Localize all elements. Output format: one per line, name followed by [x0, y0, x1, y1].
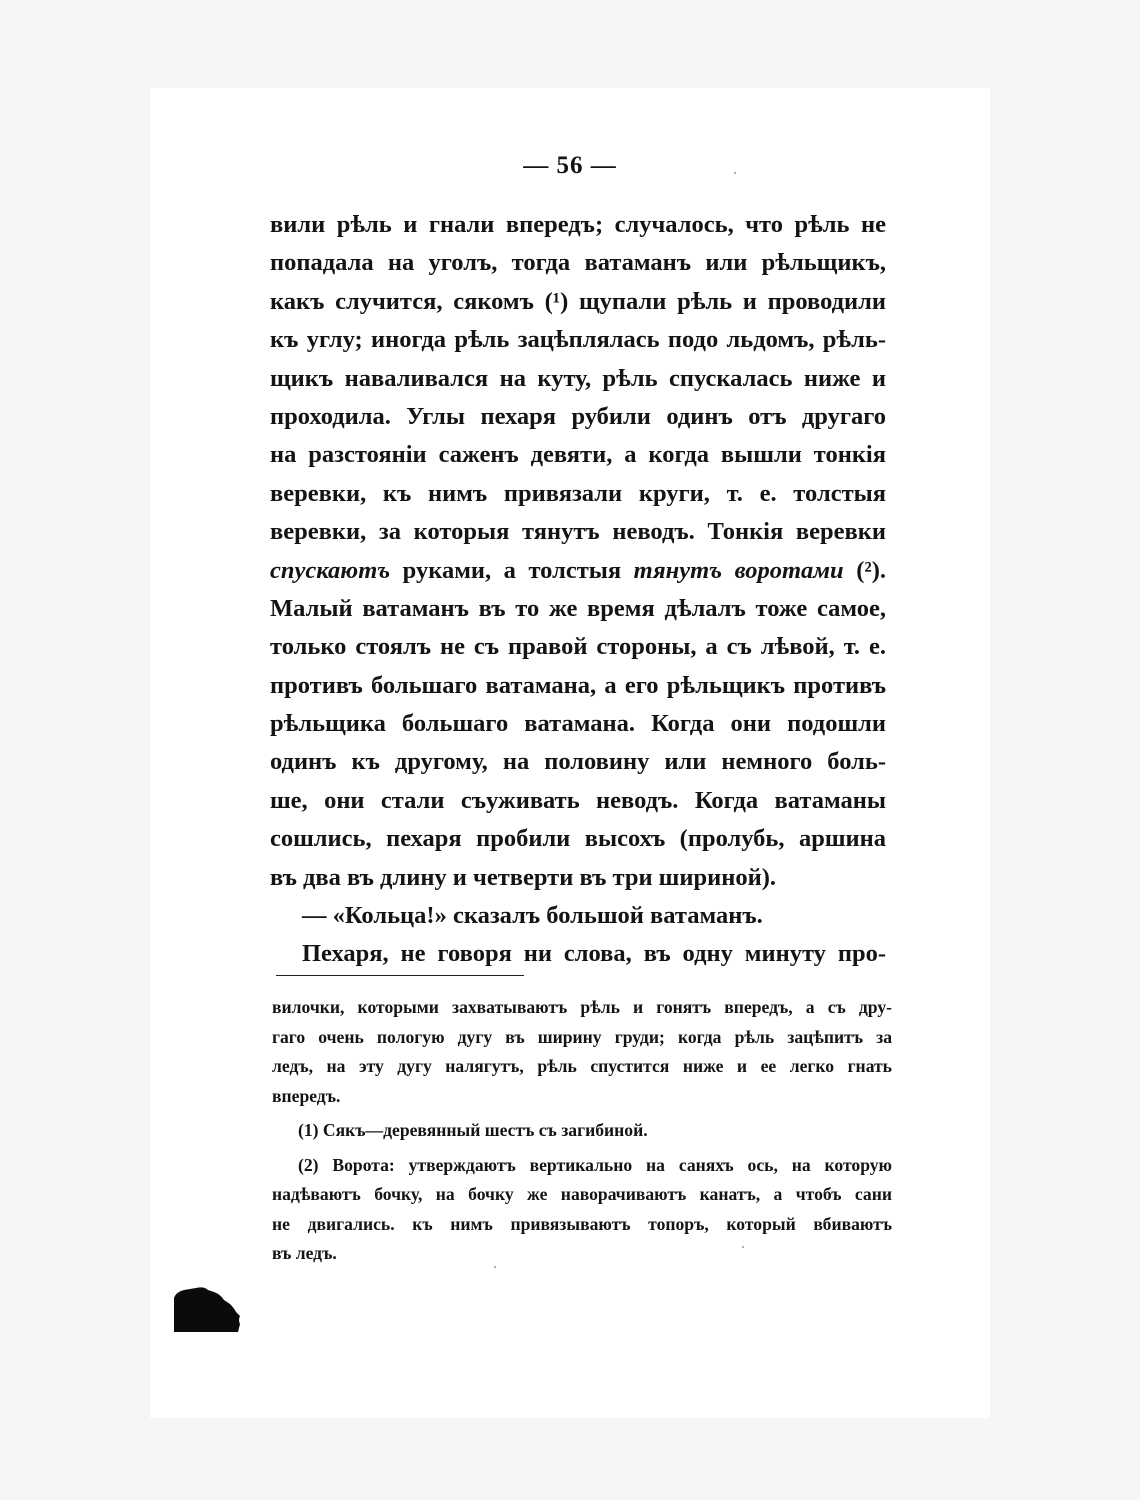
page-number: — 56 — [523, 152, 617, 179]
footnote-2-line-3: не двигались. къ нимъ привязываютъ топоръ, который вбиваютъ [272, 1213, 892, 1234]
body-line-20: Пехаря, не говоря ни слова, въ одну минуту про- [302, 940, 886, 968]
speck [734, 172, 736, 174]
footnote-continuation-line-2: гаго очень пологую дугу въ ширину груди; когда рѣль зацѣпитъ за [272, 1026, 892, 1047]
body-line-18: въ два въ длину и четверти въ три шириной). [270, 863, 776, 891]
footnote-continuation-line-4: впередъ. [272, 1085, 341, 1106]
body-line-10-middle: руками, а толстыя [390, 556, 634, 584]
footnote-separator [276, 975, 524, 976]
footnote-2-line-4: въ ледъ. [272, 1243, 337, 1263]
footnote-continuation-line-1: вилочки, которыми захватываютъ рѣль и гонятъ впередъ, а съ дру- [272, 997, 892, 1017]
footnotes [272, 993, 892, 1269]
body-line-17: сошлись, пехаря пробили высохъ (пролубь, аршина [270, 825, 886, 853]
emphasis-tyanut-vorotami: тянутъ воротами [633, 556, 844, 584]
body-line-4: къ углу; иногда рѣль зацѣплялась подо льдомъ, рѣль- [270, 326, 886, 354]
footnote-continuation-line-3: ледъ, на эту дугу налягутъ, рѣль спустится ниже и ее легко гнать [272, 1056, 892, 1076]
body-line-11: Малый ватаманъ въ то же время дѣлалъ тоже самое, [270, 594, 886, 622]
body-line-12: только стоялъ не съ правой стороны, а съ лѣвой, т. е. [270, 633, 886, 661]
body-line-16: ше, они стали съуживать неводъ. Когда ватаманы [270, 786, 886, 814]
body-line-1: вили рѣль и гнали впередъ; случалось, что рѣль не [270, 211, 886, 238]
emphasis-spuskayut: спускаютъ [270, 556, 391, 584]
body-text [270, 206, 886, 974]
body-line-7: на разстоянiи саженъ девяти, а когда вышли тонкiя [270, 441, 886, 469]
body-line-19: — «Кольца!» сказалъ большой ватаманъ. [302, 902, 763, 930]
footnote-2-line-2: надѣваютъ бочку, на бочку же наворачиваютъ канатъ, а чтобъ сани [272, 1184, 892, 1204]
body-line-8: веревки, къ нимъ привязали круги, т. е. толстыя [270, 479, 886, 507]
speck [742, 1246, 744, 1248]
body-line-13: противъ большаго ватамана, а его рѣльщикъ противъ [270, 671, 886, 699]
body-line-15: одинъ къ другому, на половину или немного боль- [270, 748, 886, 776]
body-line-10 [270, 552, 886, 590]
body-line-10-after: (²). [843, 556, 886, 584]
speck [494, 1266, 496, 1268]
footnote-1: (1) Сякъ—деревянный шестъ съ загибиной. [298, 1120, 648, 1140]
footnote-2-line-1: (2) Ворота: утверждаютъ вертикально на саняхъ ось, на которую [298, 1154, 892, 1175]
body-line-9: веревки, за которыя тянутъ неводъ. Тонкiя веревки [270, 518, 886, 546]
body-line-3: какъ случится, сякомъ (¹) щупали рѣль и проводили [270, 287, 886, 315]
body-line-2: попадала на уголъ, тогда ватаманъ или рѣльщикъ, [270, 249, 886, 277]
body-line-5: щикъ наваливался на куту, рѣль спускалась ниже и [270, 364, 886, 392]
body-line-14: рѣльщика большаго ватамана. Когда они подошли [270, 710, 886, 738]
body-line-6: проходила. Углы пехаря рубили одинъ отъ другаго [270, 402, 886, 430]
ink-blot [174, 1286, 242, 1332]
